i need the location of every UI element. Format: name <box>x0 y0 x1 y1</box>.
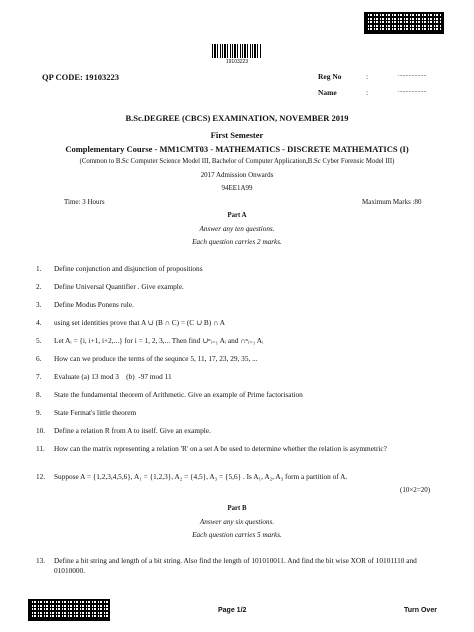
question-text: Suppose A = {1,2,3,4,5,6}, A₁ = {1,2,3}, A₂ = {4,5}, A₃ = {5,6} . Is A₁, A₂, A₃ form a partition of A. <box>54 472 348 481</box>
question-number: 11. <box>36 444 45 453</box>
question-text: State Fermat's little theorem <box>54 408 137 417</box>
semester: First Semester <box>210 130 264 140</box>
question-number: 10. <box>36 426 46 435</box>
question-text: Let Aᵢ = {i, i+1, i+2,...} for i = 1, 2, 3,... Then find ∪ⁿᵢ₌₁ Aᵢ and ∩ⁿᵢ₌₁ Aᵢ <box>54 336 264 345</box>
name-colon: : <box>366 88 369 97</box>
part-a-instruction1: Answer any ten questions. <box>199 225 275 233</box>
page-number: Page 1/2 <box>218 607 247 614</box>
top-barcode <box>212 44 262 58</box>
reg-no-label: Reg No <box>318 72 342 81</box>
question-number: 8. <box>36 390 42 399</box>
qp-code: QP CODE: 19103223 <box>42 72 119 82</box>
question-number: 1. <box>36 264 42 273</box>
reg-no-colon: : <box>366 72 369 81</box>
barcode-number: 19103223 <box>225 59 249 65</box>
question-text: Define Modus Ponens rule. <box>54 300 134 309</box>
question-text: Define a bit string and length of a bit string. Also find the length of 101010011. And find the bit wise XOR of 10101110 and 01010000. <box>54 556 417 575</box>
question-number: 7. <box>36 372 42 381</box>
question-number: 9. <box>36 408 42 417</box>
common-to: (Common to B.Sc Computer Science Model III, Bachelor of Computer Application,B.Sc Cyber Forensic Model III) <box>79 158 395 165</box>
part-a-instruction2: Each question carries 2 marks. <box>192 238 282 246</box>
exam-code: 94EE1A99 <box>221 184 253 192</box>
question-text: using set identities prove that A ∪ (B ∩ C) = (C ∪ B) ∩ A <box>54 318 225 327</box>
question-text: Define Universal Quantifier . Give example. <box>54 282 184 291</box>
max-marks: Maximum Marks :80 <box>362 198 422 206</box>
question-number: 12. <box>36 472 46 481</box>
question-text: State the fundamental theorem of Arithmetic. Give an example of Prime factorisation <box>54 390 303 399</box>
question-number: 6. <box>36 354 42 363</box>
part-a-marks: (10×2=20) <box>400 486 431 494</box>
reg-no-field[interactable]: ................... <box>398 72 427 78</box>
question-number: 5. <box>36 336 42 345</box>
question-number: 2. <box>36 282 42 291</box>
question-text: Evaluate (a) 13 mod 3 (b) -97 mod 11 <box>54 372 172 381</box>
question-number: 4. <box>36 318 42 327</box>
part-b-instruction1: Answer any six questions. <box>199 518 275 526</box>
question-text: How can we produce the terms of the sequnce 5, 11, 17, 23, 29, 35, ... <box>54 354 258 363</box>
name-label: Name <box>318 88 337 97</box>
turn-over: Turn Over <box>404 607 437 614</box>
part-b-heading: Part B <box>227 505 247 512</box>
question-text: Define a relation R from A to itself. Give an example. <box>54 426 211 435</box>
admission: 2017 Admission Onwards <box>200 171 274 179</box>
top-qr-code <box>364 12 444 34</box>
name-field[interactable]: ................... <box>398 88 427 94</box>
time: Time: 3 Hours <box>64 198 105 206</box>
question-number: 13. <box>36 556 46 565</box>
bottom-qr-code <box>28 599 110 621</box>
part-a-heading: Part A <box>227 212 247 219</box>
question-text: How can the matrix representing a relation 'R' on a set A be used to determine whether the relation is asymmetric? <box>54 444 387 453</box>
course-title: Complementary Course - MM1CMT03 - MATHEMATICS - DISCRETE MATHEMATICS (I) <box>65 144 409 154</box>
exam-title: B.Sc.DEGREE (CBCS) EXAMINATION, NOVEMBER 2019 <box>125 113 349 123</box>
question-number: 3. <box>36 300 42 309</box>
question-text: Define conjunction and disjunction of propositions <box>54 264 203 273</box>
part-b-instruction2: Each question carries 5 marks. <box>192 531 282 539</box>
